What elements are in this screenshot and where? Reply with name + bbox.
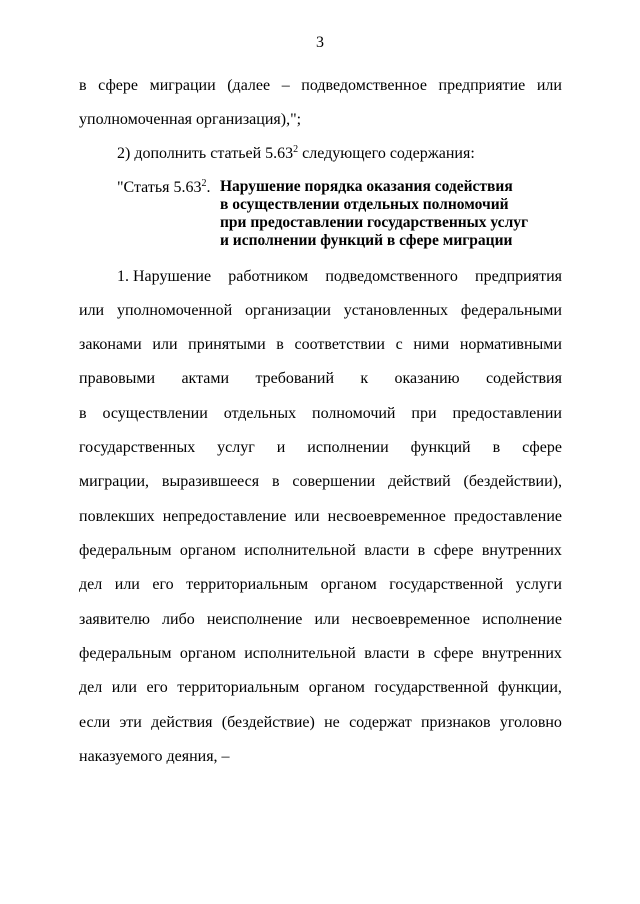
word: государственных — [79, 439, 196, 456]
item-2-suffix: следующего содержания: — [298, 145, 475, 162]
word: дел — [79, 576, 103, 593]
word: или — [79, 302, 105, 319]
word: сфере — [98, 77, 139, 94]
word: или — [314, 611, 340, 628]
paragraph-line — [79, 335, 562, 355]
word: в — [492, 439, 501, 456]
word: осуществлении — [102, 405, 208, 422]
word: его — [152, 576, 174, 593]
word: в — [417, 542, 426, 559]
paragraph-line — [79, 644, 562, 664]
word: непредоставление — [162, 508, 287, 525]
word: (далее — [227, 77, 271, 94]
word: эти — [119, 714, 142, 731]
article-title-line: в осуществлении отдельных полномочий — [220, 196, 509, 213]
page-number: 3 — [316, 34, 324, 51]
paragraph-line — [79, 575, 562, 595]
word: услуг — [217, 439, 255, 456]
word: предоставление — [453, 508, 562, 525]
word: в — [79, 77, 87, 94]
paragraph-line — [79, 507, 562, 527]
word: актами — [181, 370, 230, 387]
word: сфере — [433, 645, 474, 662]
word: или — [152, 336, 178, 353]
word: или — [114, 576, 140, 593]
paragraph-line — [79, 404, 562, 424]
word: содержат — [349, 714, 412, 731]
word: выразившееся — [161, 473, 260, 490]
article-label-prefix: "Статья 5.63 — [117, 179, 202, 196]
word: власти — [364, 645, 410, 662]
word: органом — [179, 542, 236, 559]
word: в — [79, 405, 87, 422]
article-title — [220, 178, 550, 250]
word: правовыми — [79, 370, 156, 387]
paragraph-line — [79, 678, 562, 698]
word: или — [294, 508, 320, 525]
word: миграции, — [79, 473, 150, 490]
article-label — [117, 178, 211, 198]
word: в — [276, 336, 284, 353]
word: федеральным — [79, 645, 172, 662]
word: (бездействии), — [463, 473, 562, 490]
paragraph-1-first-line — [117, 267, 562, 287]
word: установленных — [343, 302, 449, 319]
paragraph-line — [79, 438, 562, 458]
word: действий — [388, 473, 451, 490]
word: федеральными — [460, 302, 562, 319]
word: внутренних — [481, 645, 562, 662]
word: подведомственное — [301, 77, 427, 94]
word: уголовно — [499, 714, 562, 731]
word: власти — [364, 542, 410, 559]
intro-line-2: уполномоченная организация),"; — [79, 111, 302, 128]
word: либо — [162, 611, 195, 628]
paragraph-line — [79, 472, 562, 492]
word: органом — [179, 645, 236, 662]
word: не — [324, 714, 340, 731]
word: отдельных — [223, 405, 297, 422]
word: нормативными — [459, 336, 562, 353]
word: уполномоченной — [116, 302, 233, 319]
word: (бездействие) — [221, 714, 315, 731]
word: сфере — [522, 439, 562, 456]
word: предприятие — [438, 77, 526, 94]
word: его — [146, 679, 168, 696]
word: и — [276, 439, 286, 456]
paragraph-line — [79, 713, 562, 733]
word: или — [111, 679, 137, 696]
word: работником — [228, 268, 309, 285]
word: – — [281, 77, 290, 94]
item-2-superscript: 2 — [293, 144, 299, 155]
word: соответствии — [294, 336, 385, 353]
article-label-suffix: . — [206, 179, 211, 196]
word: исполнительной — [244, 542, 356, 559]
paragraph-line — [79, 541, 562, 561]
word: органом — [308, 679, 365, 696]
word: функции, — [497, 679, 562, 696]
article-label-superscript: 2 — [201, 178, 207, 189]
word: признаков — [420, 714, 491, 731]
word: исполнение — [482, 611, 562, 628]
item-2-prefix: 2) дополнить статьей 5.63 — [117, 145, 294, 162]
word: государственной — [389, 576, 504, 593]
word: повлекших — [79, 508, 155, 525]
word: несвоевременное — [351, 611, 470, 628]
paragraph-line — [79, 610, 562, 630]
word: оказанию — [394, 370, 460, 387]
word: законами — [79, 336, 142, 353]
word: заявителю — [79, 611, 150, 628]
word: органом — [320, 576, 377, 593]
article-title-line: при предоставлении государственных услуг — [220, 214, 529, 231]
word: предприятия — [475, 268, 562, 285]
word: внутренних — [481, 542, 562, 559]
word: требований — [255, 370, 334, 387]
word: в — [417, 645, 426, 662]
word: услуги — [515, 576, 562, 593]
word: организации — [245, 302, 331, 319]
word: действия — [151, 714, 213, 731]
word: с — [395, 336, 403, 353]
article-title-line: и исполнении функций в сфере миграции — [220, 232, 513, 249]
word: дел — [79, 679, 103, 696]
article-title-line: Нарушение порядка оказания содействия — [220, 178, 513, 195]
item-2-text — [117, 144, 475, 164]
word: функций — [410, 439, 471, 456]
word: 1. Нарушение — [117, 268, 212, 285]
word: при — [411, 405, 437, 422]
word: федеральным — [79, 542, 172, 559]
paragraph-last-line: наказуемого деяния, – — [79, 748, 230, 765]
word: несвоевременное — [327, 508, 446, 525]
word: исполнительной — [244, 645, 356, 662]
word: предоставлении — [452, 405, 562, 422]
word: ними — [413, 336, 450, 353]
word: полномочий — [312, 405, 396, 422]
paragraph-line — [79, 369, 562, 389]
word: принятыми — [188, 336, 266, 353]
word: государственной — [374, 679, 489, 696]
word: содействия — [485, 370, 562, 387]
word: исполнении — [307, 439, 389, 456]
paragraph-line — [79, 301, 562, 321]
word: территориальным — [177, 679, 300, 696]
intro-line-1 — [79, 76, 562, 96]
word: территориальным — [186, 576, 309, 593]
word: в — [272, 473, 280, 490]
word: или — [536, 77, 562, 94]
word: к — [360, 370, 369, 387]
word: подведомственного — [325, 268, 458, 285]
word: сфере — [433, 542, 474, 559]
word: совершении — [292, 473, 376, 490]
word: миграции — [149, 77, 216, 94]
word: если — [79, 714, 111, 731]
word: неисполнение — [206, 611, 303, 628]
